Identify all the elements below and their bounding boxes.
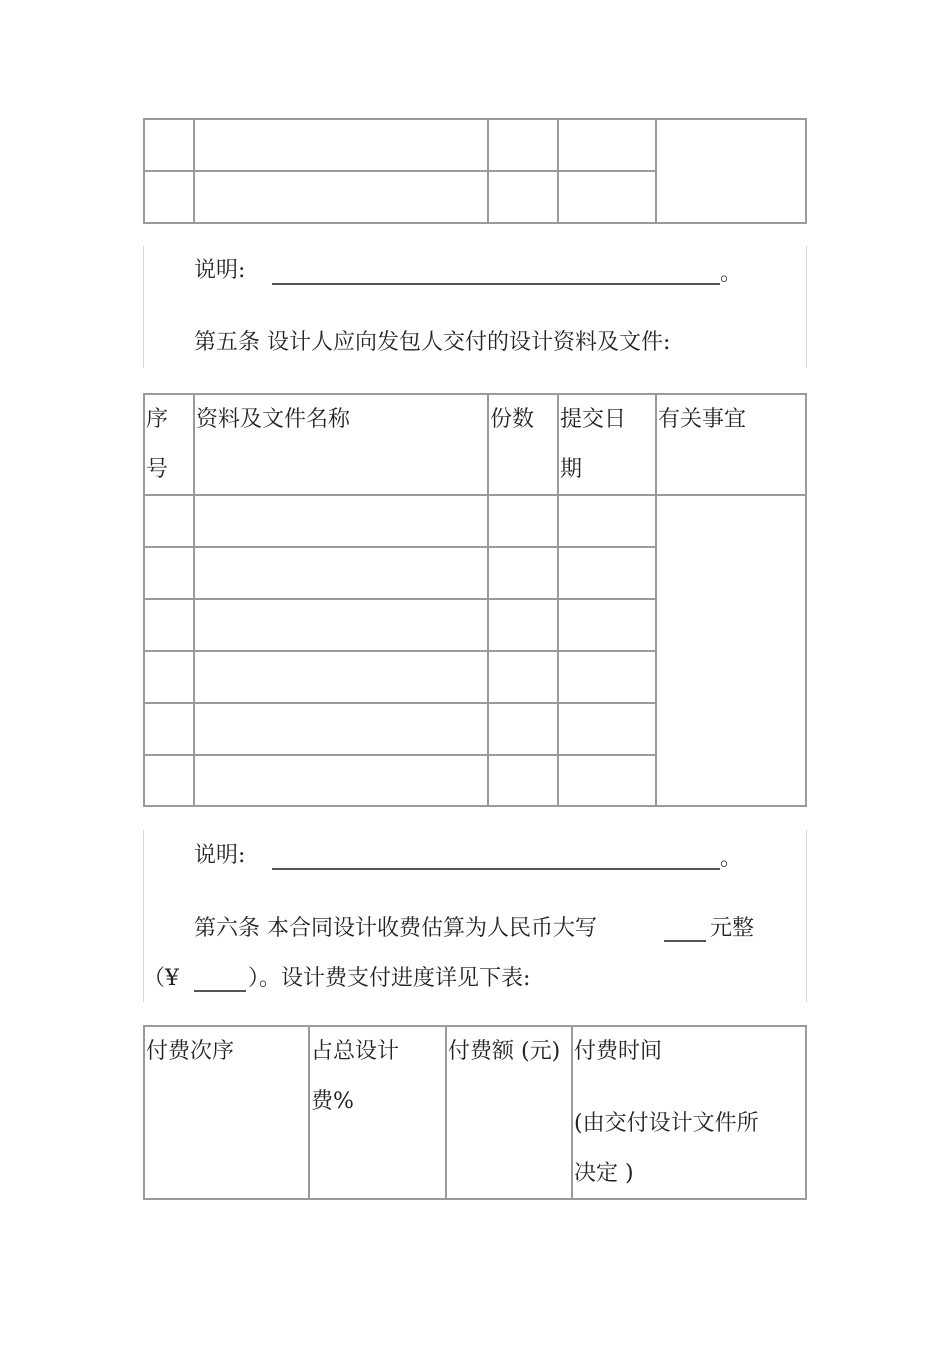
table-cell	[193, 754, 489, 807]
article-heading: 第六条	[194, 916, 261, 941]
header-percent-line1: 占总设计	[311, 1039, 400, 1064]
note-label: 说明:	[194, 258, 246, 283]
table-cell	[143, 702, 195, 756]
table-cell	[143, 754, 195, 807]
table-cell	[193, 494, 489, 548]
header-date-line2: 期	[560, 457, 583, 482]
table-cell	[143, 170, 195, 224]
table-cell	[193, 598, 489, 652]
article-5-paragraph	[194, 325, 670, 361]
header-cell-copies	[487, 393, 559, 496]
note-blank-line	[272, 283, 720, 285]
header-date-line1: 提交日	[560, 407, 627, 432]
header-time-line1: 付费时间	[574, 1039, 663, 1064]
table-cell	[487, 650, 559, 704]
table-cell	[143, 598, 195, 652]
header-percent-line2: 费%	[311, 1089, 354, 1114]
table-cell	[193, 546, 489, 600]
table-cell	[193, 170, 489, 224]
table-cell	[487, 494, 559, 548]
table-cell	[193, 118, 489, 172]
table-cell	[487, 702, 559, 756]
note-end: 。	[720, 846, 743, 871]
header-time-line2: (由交付设计文件所	[574, 1111, 759, 1136]
table-cell	[487, 170, 559, 224]
amount-number-blank	[194, 990, 246, 992]
table-cell	[143, 118, 195, 172]
article-text: 设计人应向发包人交付的设计资料及文件:	[267, 330, 671, 355]
header-seq-line1: 序	[146, 407, 169, 432]
table-cell	[557, 598, 657, 652]
table-cell	[487, 546, 559, 600]
table-cell	[557, 754, 657, 807]
article-text: 本合同设计收费估算为人民币大写	[267, 916, 598, 941]
table-cell	[487, 118, 559, 172]
table-cell	[487, 598, 559, 652]
header-cell-seq	[143, 393, 195, 496]
note-label: 说明:	[194, 843, 246, 868]
header-seq-line2: 号	[146, 457, 169, 482]
header-copies: 份数	[490, 407, 535, 432]
table-cell	[557, 118, 657, 172]
table-cell-merged	[655, 118, 807, 224]
article-heading: 第五条	[194, 330, 261, 355]
table-cell	[143, 546, 195, 600]
header-remarks: 有关事宜	[658, 407, 747, 432]
note-end: 。	[720, 261, 743, 286]
header-cell-percent	[308, 1025, 447, 1200]
table-cell	[557, 650, 657, 704]
header-amount: 付费额 (元)	[448, 1039, 561, 1064]
header-cell-date	[557, 393, 657, 496]
header-cell-remarks	[655, 393, 807, 496]
article-6-yuan: 元整	[710, 916, 755, 941]
note-blank-line	[272, 868, 720, 870]
table-cell	[143, 650, 195, 704]
article-6-line1	[194, 911, 597, 947]
header-time-line3: 决定 )	[574, 1161, 634, 1186]
article-6-line2-prefix: （¥	[143, 966, 179, 991]
table-cell	[557, 702, 657, 756]
table-cell	[193, 650, 489, 704]
frame-edge	[806, 830, 807, 1002]
article-6-line2-suffix: ）。设计费支付进度详见下表:	[248, 966, 531, 991]
table-cell	[487, 754, 559, 807]
table-cell-merged	[655, 494, 807, 807]
table-cell	[143, 494, 195, 548]
amount-words-blank	[664, 940, 706, 942]
table-cell	[557, 546, 657, 600]
table-cell	[557, 494, 657, 548]
frame-edge	[143, 246, 144, 368]
frame-edge	[806, 246, 807, 368]
header-cell-amount	[445, 1025, 573, 1200]
header-order: 付费次序	[146, 1039, 235, 1064]
header-cell-time	[571, 1025, 807, 1200]
header-cell-order	[143, 1025, 310, 1200]
table-cell	[193, 702, 489, 756]
header-cell-name	[193, 393, 489, 496]
table-cell	[557, 170, 657, 224]
header-name: 资料及文件名称	[196, 407, 351, 432]
